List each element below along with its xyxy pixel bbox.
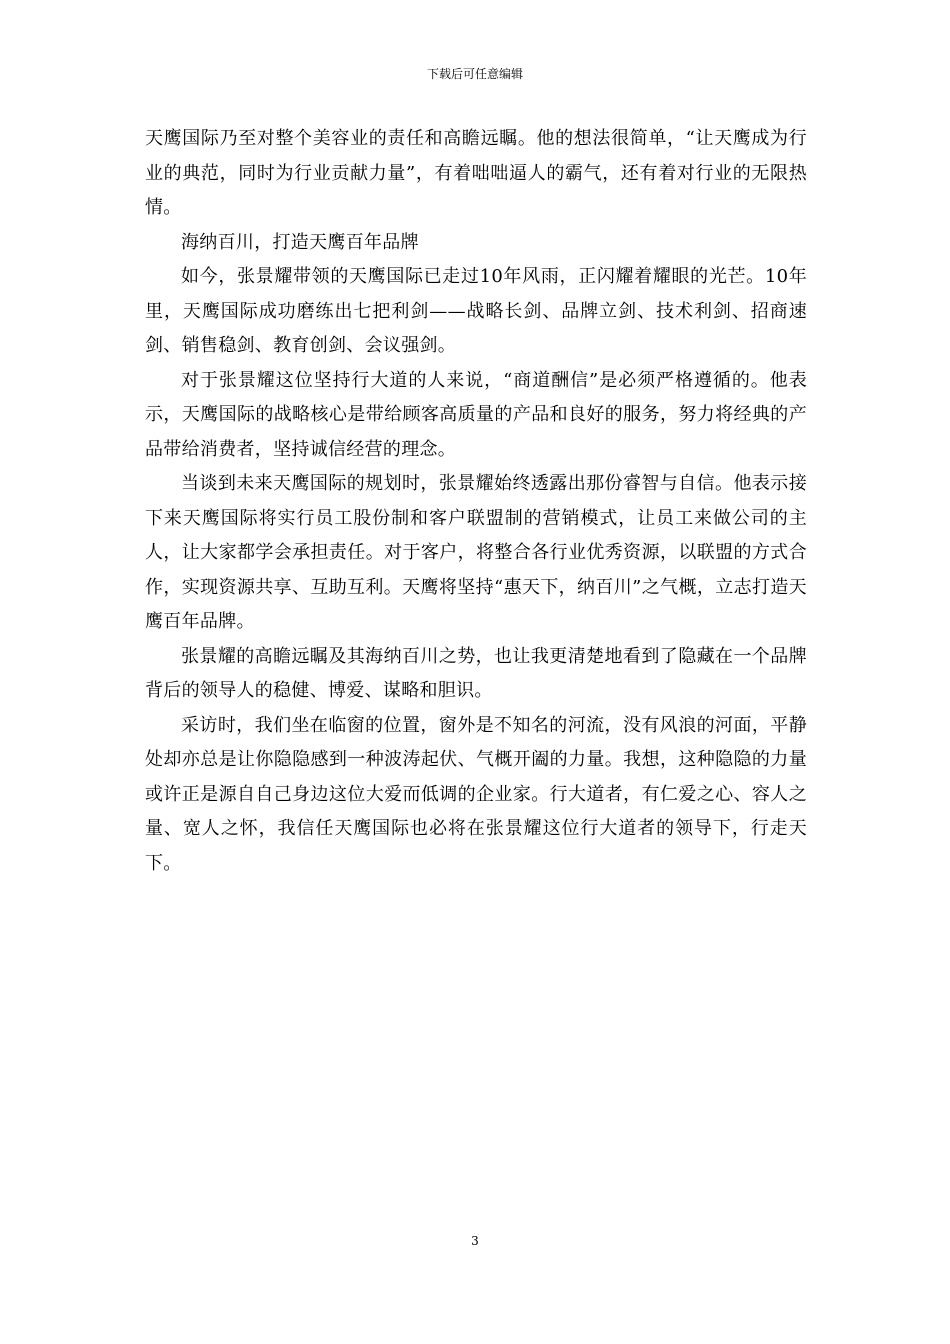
paragraph: 如今，张景耀带领的天鹰国际已走过10年风雨，正闪耀着耀眼的光芒。10年里，天鹰国际成功磨练出七把利剑——战略长剑、品牌立剑、技术利剑、招商速剑、销售稳剑、教育创剑、会议强剑。 xyxy=(145,266,807,356)
page-number: 3 xyxy=(471,1234,479,1248)
paragraph: 采访时，我们坐在临窗的位置，窗外是不知名的河流，没有风浪的河面，平静处却亦总是让你隐隐感到一种波涛起伏、气概开阖的力量。我想，这种隐隐的力量或许正是源自自己身边这位大爱而低调的企业家。行大道者，有仁爱之心、容人之量、宽人之怀，我信任天鹰国际也必将在张景耀这位行大道者的领导下，行走天下。 xyxy=(145,714,807,874)
section-heading: 海纳百川，打造天鹰百年品牌 xyxy=(181,231,419,253)
document-body xyxy=(145,122,807,881)
paragraph: 张景耀的高瞻远瞩及其海纳百川之势，也让我更清楚地看到了隐藏在一个品牌背后的领导人的稳健、博爱、谋略和胆识。 xyxy=(145,645,807,701)
paragraph: 对于张景耀这位坚持行大道的人来说，“商道酬信”是必须严格遵循的。他表示，天鹰国际的战略核心是带给顾客高质量的产品和良好的服务，努力将经典的产品带给消费者，坚持诚信经营的理念。 xyxy=(145,369,807,460)
paragraph-continued: 天鹰国际乃至对整个美容业的责任和高瞻远瞩。他的想法很简单，“让天鹰成为行业的典范，同时为行业贡献力量”，有着咄咄逼人的霸气，还有着对行业的无限热情。 xyxy=(145,128,807,218)
paragraph: 当谈到未来天鹰国际的规划时，张景耀始终透露出那份睿智与自信。他表示接下来天鹰国际将实行员工股份制和客户联盟制的营销模式，让员工来做公司的主人，让大家都学会承担责任。对于客户，将整合各行业优秀资源，以联盟的方式合作，实现资源共享、互助互利。天鹰将坚持“惠天下，纳百川”之气概，立志打造天鹰百年品牌。 xyxy=(145,473,807,632)
page-header: 下载后可任意编辑 xyxy=(426,67,523,81)
